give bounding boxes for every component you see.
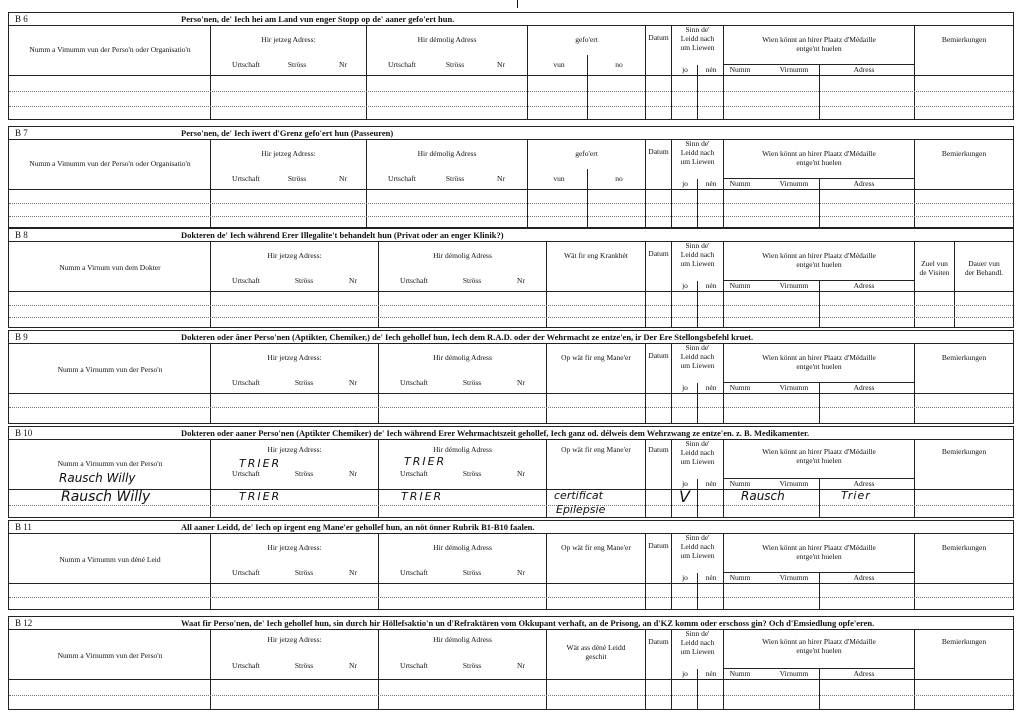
section-code: B 6	[15, 14, 28, 24]
col-number: Nr	[497, 174, 505, 183]
col-medal-address: Adress	[853, 573, 875, 582]
form-grid	[9, 25, 1013, 119]
col-name: Numm a Virnumm vun déné Leid	[59, 555, 161, 564]
col-medal-firstname: Virnumm	[779, 669, 809, 678]
col-alive-l2: Leidd nach	[680, 638, 715, 647]
col-current-address: Hir jetzeg Adress:	[267, 353, 322, 362]
col-remarks: Bemierkungen	[941, 149, 987, 158]
col-locality: Urtschaft	[232, 469, 260, 478]
section-title: Perso'nen, de' Iech iwert d'Grenz gefo'ert hun (Passeuren)	[181, 128, 394, 138]
col-no: nén	[705, 179, 717, 188]
col-street: Ströss	[462, 661, 482, 670]
col-manner: Op wät fir eng Mane'er	[561, 445, 631, 454]
col-alive-l1: Sinn de'	[685, 533, 710, 542]
section-b8	[8, 228, 1014, 328]
col-number: Nr	[349, 378, 357, 387]
col-yes: jo	[682, 479, 688, 488]
col-manner: Op wät fir eng Mane'er	[561, 353, 631, 362]
col-alive-l2: Leidd nach	[680, 352, 715, 361]
col-alive-l2: Leidd nach	[680, 148, 715, 157]
handwritten-city-former-header: TRIER	[404, 455, 447, 468]
col-alive-l3: um Liewen	[680, 361, 715, 370]
handwritten-city-current-row: TRIER	[239, 490, 282, 503]
col-street: Ströss	[462, 568, 482, 577]
col-medal-name: Numm	[729, 281, 751, 290]
col-doctor-name: Numm a Virnum vun dem Dokter	[59, 263, 161, 272]
handwritten-medal-name: Rausch	[741, 489, 785, 503]
col-alive-l1: Sinn de'	[685, 343, 710, 352]
col-medal-l1: Wien könnt an hirer Plaatz d'Médaille	[762, 637, 876, 646]
col-name: Numm a Vimumm vun der Perso'n oder Organisatio'n	[29, 45, 191, 54]
col-medal-firstname: Virnumm	[779, 479, 809, 488]
col-locality: Urtschaft	[388, 174, 416, 183]
col-medal-firstname: Virnumm	[779, 383, 809, 392]
col-remarks: Bemierkungen	[941, 35, 987, 44]
col-yes: jo	[682, 65, 688, 74]
form-grid	[9, 241, 1013, 327]
col-medal-l2: entge'nt huelen	[796, 646, 842, 655]
col-medal-firstname: Virnumm	[779, 573, 809, 582]
col-locality: Urtschaft	[400, 661, 428, 670]
col-number: Nr	[517, 276, 525, 285]
col-street: Ströss	[294, 378, 314, 387]
col-medal-l2: entge'nt huelen	[796, 552, 842, 561]
col-date: Datum	[648, 33, 669, 42]
col-alive-l3: um Liewen	[680, 551, 715, 560]
col-street: Ströss	[294, 661, 314, 670]
col-former-address: Hir démolig Adress	[417, 35, 477, 44]
col-street: Ströss	[287, 60, 307, 69]
col-medal-l1: Wien könnt an hirer Plaatz d'Médaille	[762, 353, 876, 362]
form-grid	[9, 629, 1013, 709]
col-number: Nr	[339, 60, 347, 69]
col-remarks: Bemierkungen	[941, 543, 987, 552]
section-b12	[8, 616, 1014, 710]
col-locality: Urtschaft	[232, 174, 260, 183]
col-number: Nr	[517, 568, 525, 577]
col-locality: Urtschaft	[400, 276, 428, 285]
col-alive-l3: um Liewen	[680, 157, 715, 166]
col-street: Ströss	[462, 378, 482, 387]
col-no: nén	[705, 669, 717, 678]
col-alive-l2: Leidd nach	[680, 34, 715, 43]
section-code: B 7	[15, 128, 28, 138]
col-name: Numm a Virnumm vun der Perso'n	[57, 651, 163, 660]
col-locality: Urtschaft	[388, 60, 416, 69]
col-street: Ströss	[294, 469, 314, 478]
col-current-address: Hir jetzeg Adress:	[267, 445, 322, 454]
col-medal-l2: entge'nt huelen	[796, 362, 842, 371]
col-former-address: Hir démolig Adress	[433, 543, 492, 552]
col-no: nén	[705, 573, 717, 582]
col-current-address: Hir jetzeg Adress:	[267, 251, 322, 260]
col-alive-l1: Sinn de'	[685, 241, 710, 250]
col-medal-name: Numm	[729, 383, 751, 392]
col-date: Datum	[648, 637, 669, 646]
col-street: Ströss	[294, 276, 314, 285]
top-tick-mark	[517, 0, 518, 8]
col-number: Nr	[517, 469, 525, 478]
section-code: B 10	[15, 428, 33, 438]
section-title: Perso'nen, de' Iech hei am Land vun enger Stopp op de' aaner gefo'ert hun.	[181, 14, 455, 24]
col-street: Ströss	[462, 276, 482, 285]
col-from: vun	[553, 60, 565, 69]
col-medal-name: Numm	[729, 479, 751, 488]
form-grid	[9, 343, 1013, 423]
section-title: All aaner Leidd, de' Iech op irgent eng Mane'er gehollef hun, an nöt önner Rubrik B1-B10 faalen.	[181, 522, 535, 532]
col-former-address: Hir démolig Adress	[433, 635, 492, 644]
col-medal-l1: Wien könnt an hirer Plaatz d'Médaille	[762, 543, 876, 552]
col-former-address: Hir démolig Adress	[433, 251, 492, 260]
handwritten-city-current-header: TRIER	[239, 457, 282, 470]
col-alive-l1: Sinn de'	[685, 629, 710, 638]
col-visits-l2: de Visiten	[919, 268, 950, 277]
col-medal-l1: Wien könnt an hirer Plaatz d'Médaille	[762, 251, 876, 260]
section-title: Waat fir Perso'nen, de' Iech gehollef hun, sin durch hir Höllefsaktio'n un d'Refraktären vom Okkupant verhaft, an de Prisong, an d'KZ komm oder erschoss gin? Och d'Emsiedlung opfe'eren.	[181, 618, 875, 628]
form-grid	[9, 439, 1013, 517]
col-medal-l2: entge'nt huelen	[796, 44, 842, 53]
col-locality: Urtschaft	[400, 378, 428, 387]
col-medal-l1: Wien könnt an hirer Plaatz d'Médaille	[762, 447, 876, 456]
col-medal-firstname: Virnumm	[779, 65, 809, 74]
col-yes: jo	[682, 669, 688, 678]
col-name: Numm a Virnumm vun der Perso'n	[57, 459, 163, 468]
col-from: vun	[553, 174, 565, 183]
col-to: no	[615, 60, 623, 69]
col-street: Ströss	[287, 174, 307, 183]
col-number: Nr	[349, 276, 357, 285]
col-alive-l3: um Liewen	[680, 43, 715, 52]
col-street: Ströss	[445, 60, 465, 69]
col-duration-l2: der Behandl.	[964, 268, 1004, 277]
form-grid	[9, 139, 1013, 227]
col-medal-address: Adress	[853, 479, 875, 488]
col-yes: jo	[682, 281, 688, 290]
col-medal-name: Numm	[729, 669, 751, 678]
section-b7	[8, 126, 1014, 228]
col-date: Datum	[648, 351, 669, 360]
section-b11	[8, 520, 1014, 610]
col-medal-address: Adress	[853, 669, 875, 678]
col-date: Datum	[648, 249, 669, 258]
col-number: Nr	[339, 174, 347, 183]
col-manner: Op wät fir eng Mane'er	[561, 543, 631, 552]
col-alive-l2: Leidd nach	[680, 542, 715, 551]
col-number: Nr	[517, 378, 525, 387]
handwritten-manner-l1: certificat	[554, 489, 603, 502]
col-medal-l1: Wien könnt an hirer Plaatz d'Médaille	[762, 149, 876, 158]
col-illness: Wät fir eng Krankhét	[564, 251, 628, 260]
col-medal-firstname: Virnumm	[779, 281, 809, 290]
col-visits-l1: Zuel vun	[921, 259, 948, 268]
col-number: Nr	[517, 661, 525, 670]
section-code: B 11	[15, 522, 32, 532]
col-locality: Urtschaft	[400, 568, 428, 577]
section-code: B 9	[15, 332, 28, 342]
section-code: B 8	[15, 230, 28, 240]
col-medal-l2: entge'nt huelen	[796, 260, 842, 269]
handwritten-name-header: Rausch Willy	[59, 471, 136, 485]
col-no: nén	[705, 383, 717, 392]
col-former-address: Hir démolig Adress	[433, 353, 492, 362]
handwritten-name-row: Rausch Willy	[61, 489, 151, 505]
col-number: Nr	[349, 469, 357, 478]
col-remarks: Bemierkungen	[941, 447, 987, 456]
col-medal-l1: Wien könnt an hirer Plaatz d'Médaille	[762, 35, 876, 44]
col-street: Ströss	[462, 469, 482, 478]
section-b9	[8, 330, 1014, 424]
col-yes: jo	[682, 573, 688, 582]
handwritten-manner-l2: Epilepsie	[556, 503, 606, 516]
col-alive-l2: Leidd nach	[680, 448, 715, 457]
col-locality: Urtschaft	[232, 60, 260, 69]
col-alive-l3: um Liewen	[680, 647, 715, 656]
col-locality: Urtschaft	[400, 469, 428, 478]
col-name: Numm a Virnumm vun der Perso'n	[57, 365, 163, 374]
col-medal-l2: entge'nt huelen	[796, 456, 842, 465]
col-street: Ströss	[294, 568, 314, 577]
col-alive-l1: Sinn de'	[685, 139, 710, 148]
col-street: Ströss	[445, 174, 465, 183]
col-medal-name: Numm	[729, 573, 751, 582]
col-number: Nr	[497, 60, 505, 69]
col-medal-l2: entge'nt huelen	[796, 158, 842, 167]
col-alive-l3: um Liewen	[680, 259, 715, 268]
col-alive-l2: Leidd nach	[680, 250, 715, 259]
form-grid	[9, 533, 1013, 609]
col-alive-l3: um Liewen	[680, 457, 715, 466]
col-date: Datum	[648, 445, 669, 454]
col-number: Nr	[349, 568, 357, 577]
col-name: Numm a Vimumm vun der Perso'n oder Organisatio'n	[29, 159, 191, 168]
col-locality: Urtschaft	[232, 378, 260, 387]
col-date: Datum	[648, 541, 669, 550]
col-locality: Urtschaft	[232, 276, 260, 285]
section-b10	[8, 426, 1014, 518]
col-medal-name: Numm	[729, 179, 751, 188]
col-medal-address: Adress	[853, 65, 875, 74]
col-medal-address: Adress	[853, 179, 875, 188]
col-medal-name: Numm	[729, 65, 751, 74]
col-locality: Urtschaft	[232, 568, 260, 577]
section-code: B 12	[15, 618, 33, 628]
col-alive-l1: Sinn de'	[685, 25, 710, 34]
handwritten-city-former-row: TRIER	[401, 490, 444, 503]
handwritten-checkmark: V	[679, 487, 690, 506]
col-medal-firstname: Virnumm	[779, 179, 809, 188]
col-current-address: Hir jetzeg Adress:	[267, 543, 322, 552]
col-medal-address: Adress	[853, 383, 875, 392]
col-current-address: Hir jetzeg Adress:	[261, 35, 316, 44]
col-what-happened-l1: Wät ass déné Leidd	[566, 643, 626, 652]
col-alive-l1: Sinn de'	[685, 439, 710, 448]
col-driven: gefo'ert	[575, 149, 598, 158]
col-locality: Urtschaft	[232, 661, 260, 670]
col-no: nén	[705, 65, 717, 74]
col-current-address: Hir jetzeg Adress:	[261, 149, 316, 158]
col-remarks: Bemierkungen	[941, 637, 987, 646]
col-date: Datum	[648, 147, 669, 156]
section-title: Dokteren oder âner Perso'nen (Aptikter, Chemiker,) de' Iech gehollef hun, Iech dem R.A.D. oder der Wehrmacht ze entze'en, ir Der Ere Stellongsbefehl kruet.	[181, 332, 754, 342]
col-current-address: Hir jetzeg Adress:	[267, 635, 322, 644]
col-remarks: Bemierkungen	[941, 353, 987, 362]
col-yes: jo	[682, 383, 688, 392]
col-no: nén	[705, 479, 717, 488]
col-former-address: Hir démolig Adress	[417, 149, 477, 158]
col-former-address: Hir démolig Adress	[433, 445, 492, 454]
handwritten-medal-address: Trier	[841, 489, 871, 502]
col-what-happened-l2: geschit	[585, 652, 607, 661]
section-title: Dokteren oder aaner Perso'nen (Aptikter Chemiker) de' Iech während Erer Wehrmachtszeit gehollef, Iech ganz od. délweis dem Wehrzwang ze entze'en. z. B. Medikamenter.	[181, 428, 810, 438]
col-yes: jo	[682, 179, 688, 188]
col-medal-address: Adress	[853, 281, 875, 290]
section-b6	[8, 12, 1014, 120]
col-to: no	[615, 174, 623, 183]
section-title: Dokteren de' Iech während Erer Illegalite't behandelt hun (Privat oder an enger Klinik?)	[181, 230, 504, 240]
col-no: nén	[705, 281, 717, 290]
col-driven: gefo'ert	[575, 35, 598, 44]
col-duration-l1: Dauer vun	[968, 259, 1000, 268]
col-number: Nr	[349, 661, 357, 670]
